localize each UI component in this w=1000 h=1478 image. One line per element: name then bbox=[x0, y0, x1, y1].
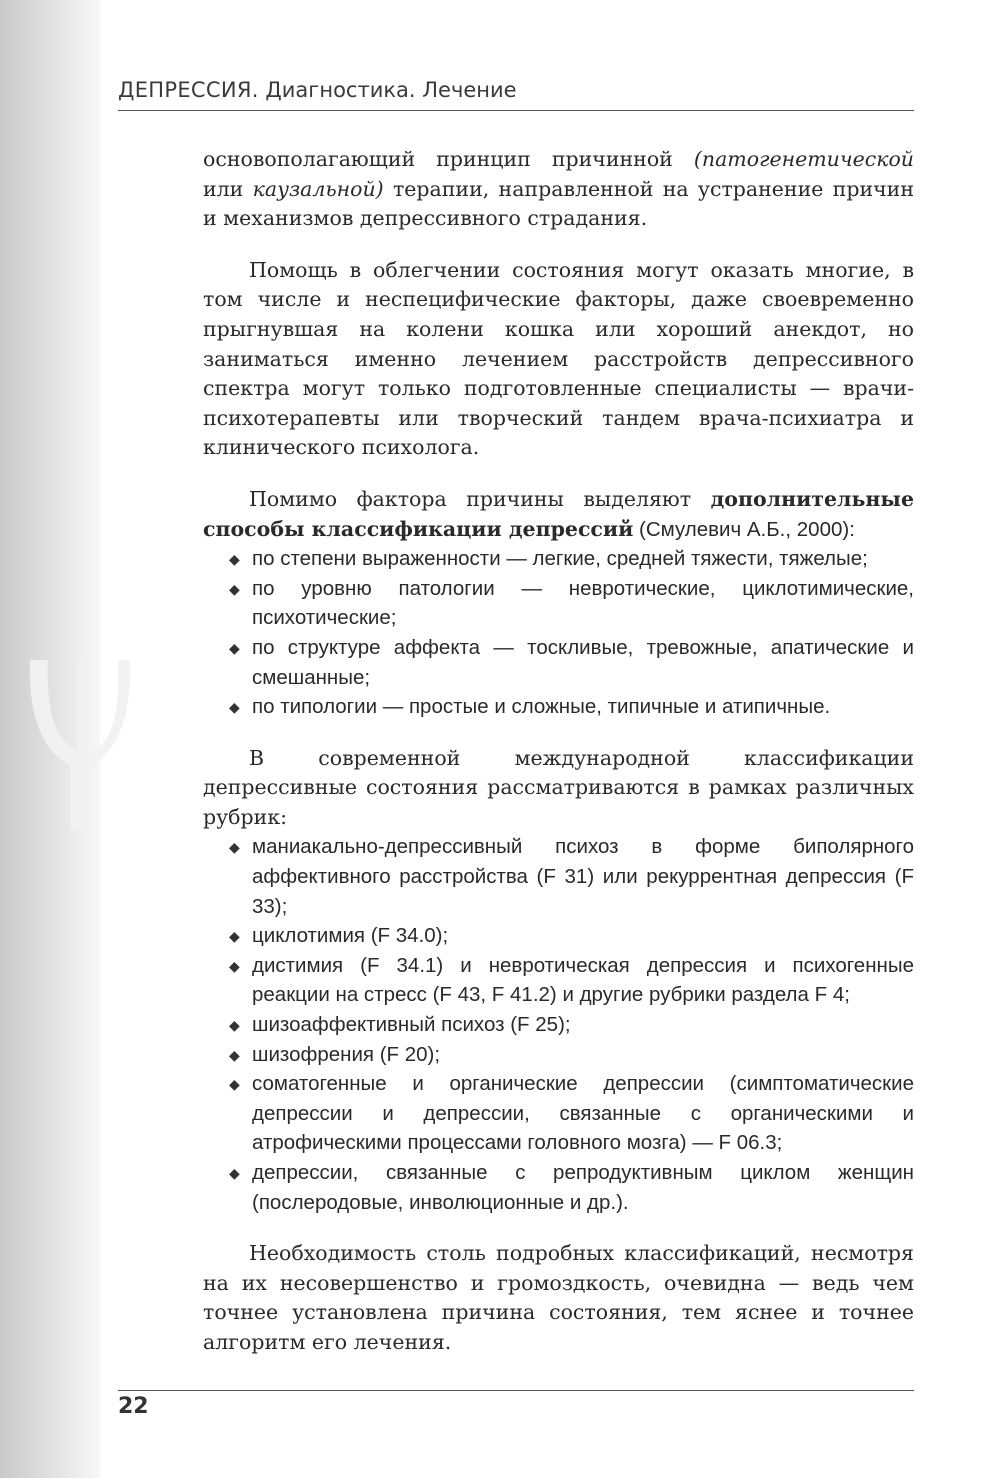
bullet-diamond-icon: ◆ bbox=[229, 580, 240, 597]
list-item: ◆ маниакально-депрессивный психоз в форме биполярного аффективного расстройства (F 31) или рекуррентная депрессия (F 33); bbox=[229, 835, 914, 918]
running-header bbox=[118, 78, 914, 111]
list-item: ◆ по типологии — простые и сложные, типичные и атипичные. bbox=[203, 692, 914, 722]
list-item: ◆ по уровню патологии — невротические, циклотимические, психотические; bbox=[229, 576, 914, 630]
list-item: ◆ депрессии, связанные с репродуктивным циклом женщин (послеродовые, инволюционные и др.). bbox=[229, 1161, 914, 1214]
classification-list bbox=[203, 544, 914, 722]
list-item: ◆ шизофрения (F 20); bbox=[203, 1040, 914, 1070]
list-item: ◆ по степени выраженности — легкие, средней тяжести, тяжелые; bbox=[203, 544, 914, 574]
page-body bbox=[203, 145, 914, 1380]
bullet-diamond-icon: ◆ bbox=[229, 1017, 240, 1034]
footer-rule bbox=[118, 1390, 914, 1391]
list-item: ◆ дистимия (F 34.1) и невротическая депрессия и психогенные реакции на стресс (F 43, F 41.2) и другие рубрики раздела F 4; bbox=[229, 953, 914, 1007]
bullet-diamond-icon: ◆ bbox=[229, 928, 240, 945]
paragraph-5: Необходимость столь подробных классификаций, несмотря на их несовершенство и громоздкость, очевидна — ведь чем точнее установлена причина состояния, тем яснее и точнее алгоритм его лечения. bbox=[203, 1241, 914, 1354]
bullet-diamond-icon: ◆ bbox=[229, 957, 240, 974]
list-item: ◆ циклотимия (F 34.0); bbox=[203, 921, 914, 951]
list-item: ◆ шизоаффективный психоз (F 25); bbox=[203, 1010, 914, 1040]
rubric-list bbox=[203, 832, 914, 1217]
paragraph-4: В современной международной классификации депрессивные состояния рассматриваются в рамках различных рубрик: bbox=[203, 745, 914, 829]
page-number: 22 bbox=[118, 1394, 149, 1419]
paragraph-1: основополагающий принцип причинной (патогенетической или каузальной) терапии, направленной на устранение причин и механизмов депрессивного страдания. bbox=[203, 147, 914, 231]
header-book-title: ДЕПРЕССИЯ. bbox=[118, 78, 259, 102]
bullet-diamond-icon: ◆ bbox=[229, 551, 240, 568]
bullet-diamond-icon: ◆ bbox=[229, 699, 240, 716]
header-book-subtitle: Диагностика. Лечение bbox=[258, 78, 517, 102]
list-item: ◆ соматогенные и органические депрессии (симптоматические депрессии и депрессии, связанные с органическими и атрофическими процессами головного мозга) — F 06.3; bbox=[229, 1072, 914, 1155]
bullet-diamond-icon: ◆ bbox=[229, 1076, 240, 1093]
list-item: ◆ по структуре аффекта — тоскливые, тревожные, апатические и смешанные; bbox=[229, 635, 914, 689]
paragraph-2: Помощь в облегчении состояния могут оказать многие, в том числе и неспецифические факторы, даже своевременно прыгнувшая на колени кошка или хороший анекдот, но заниматься именно лечением расстройств депрессивного спектра могут только подготовленные специалисты — врачи-психотерапевты или творческий тандем врача-психиатра и клинического психолога. bbox=[203, 257, 914, 460]
psi-watermark-icon bbox=[10, 640, 190, 840]
bullet-diamond-icon: ◆ bbox=[229, 1046, 240, 1063]
bullet-diamond-icon: ◆ bbox=[229, 839, 240, 856]
bullet-diamond-icon: ◆ bbox=[229, 1165, 240, 1181]
bullet-diamond-icon: ◆ bbox=[229, 639, 240, 656]
paragraph-3: Помимо фактора причины выделяют дополнительные способы классификации депрессий (Смулевич А.Б., 2000): bbox=[203, 486, 914, 541]
